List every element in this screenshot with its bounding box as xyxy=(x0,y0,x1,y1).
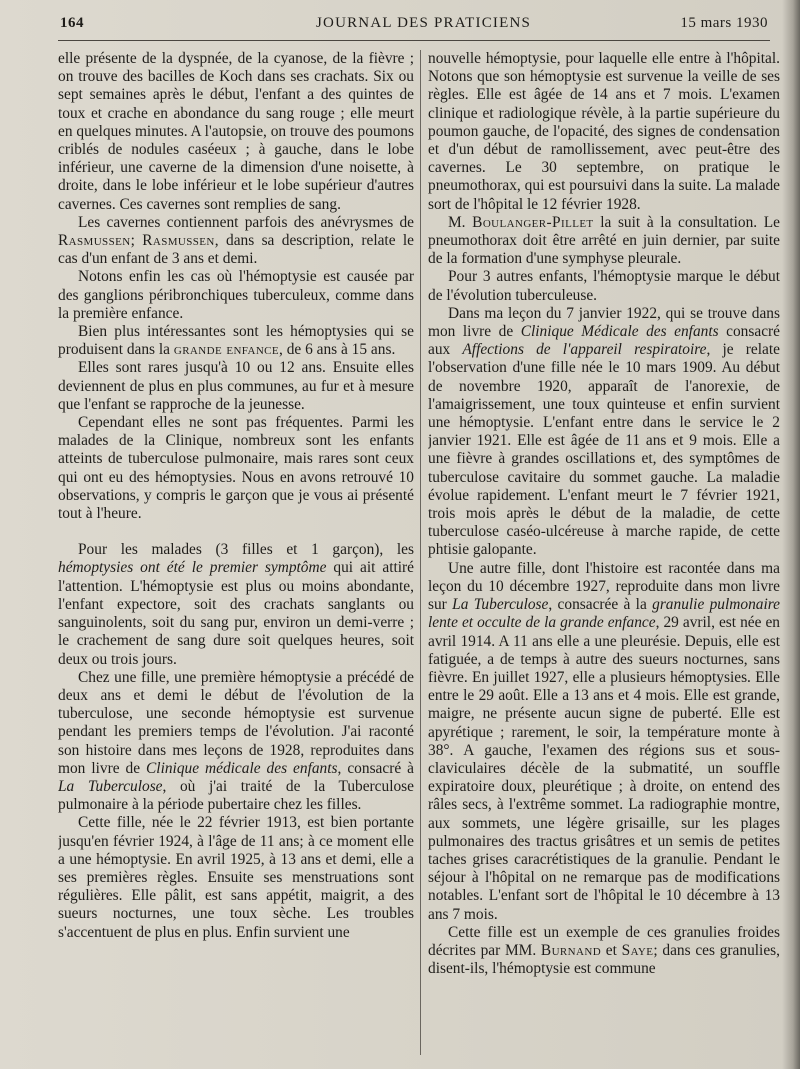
left-paragraph-9: Cette fille, née le 22 février 1913, est bien portante jusqu'en février 1924, à l'âge de 11 ans; à ce moment elle a une hémoptysie. En avril 1925, à 13 ans et demi, elle a ses premières règles. Ensuite ses menstruations sont régulières. Elle pâlit, est sans appétit, maigrit, a des sueurs nocturnes, une toux sèche. Les troubles s'accentuent de plus en plus. Enfin survient une xyxy=(58,814,414,941)
text-run: Chez une fille, une première hémoptysie a précédé de deux ans et demi le début de l'évolution de la tuberculose, une seconde hémoptysie est survenue pendant les premiers temps de l'évolution. J'ai raconté son histoire dans mes leçons de 1928, reproduites dans mon livre de xyxy=(58,668,414,777)
book-title: Affections de l'appareil respiratoire xyxy=(462,341,707,359)
text-run: , de 6 ans à 15 ans. xyxy=(279,341,396,359)
text-run: , où j'ai traité de la Tuberculose pulmonaire à la période pubertaire chez les filles. xyxy=(58,777,414,814)
text-run: Pour les malades (3 filles et 1 garçon), les xyxy=(78,541,414,559)
right-paragraph-2 xyxy=(428,214,780,269)
text-run: ; xyxy=(130,232,143,250)
text-run: , consacré à xyxy=(337,759,414,777)
text-run: consacré aux xyxy=(428,323,780,359)
book-title: granulie pulmonaire lente et occulte de la grande enfance xyxy=(428,596,780,632)
left-paragraph-3: Notons enfin les cas où l'hémoptysie est causée par des ganglions péribronchiques tuberculeux, comme dans la première enfance. xyxy=(58,268,414,322)
author-name: Saye xyxy=(621,941,654,959)
left-paragraph-4 xyxy=(58,323,414,359)
text-run: Dans ma leçon du 7 janvier 1922, qui se trouve dans mon livre de xyxy=(428,304,780,341)
right-paragraph-4 xyxy=(428,305,780,560)
book-title: La Tuberculose xyxy=(58,777,163,795)
right-paragraph-1: nouvelle hémoptysie, pour laquelle elle entre à l'hôpital. Notons que son hémoptysie est survenue la veille de ses règles. Elle est âgée de 14 ans et 7 mois. L'examen clinique et radiologique révèle, à la partie supérieure du poumon gauche, de l'opacité, des signes de condensation et d'un début de ramollissement, avec peut-être des cavernes. Le 30 septembre, on pratique le pneumothorax, qui est poursuivi dans la suite. La malade sort de l'hôpital le 12 février 1928. xyxy=(428,50,780,213)
text-run: , dans sa description, relate le cas d'un enfant de 3 ans et demi. xyxy=(58,232,414,268)
emphasis-smallcaps: grande enfance xyxy=(173,341,280,359)
text-run: ; dans ces granulies, disent-ils, l'hémoptysie est commune xyxy=(428,941,780,978)
left-paragraph-7 xyxy=(58,541,414,668)
issue-date: 15 mars 1930 xyxy=(680,15,768,31)
text-run: qui ait attiré l'attention. L'hémoptysie est plus ou moins abondante, l'enfant expectore, soit des crachats sanglants ou sanguinolents, soit du sang pur, environ un demi-verre ; le crachement de sang dure soit quelques heures, soit deux ou trois jours. xyxy=(58,559,414,668)
text-run: M. xyxy=(448,213,473,231)
header-rule xyxy=(58,40,770,41)
text-run: la suit à la consultation. Le pneumothorax doit être arrêté en juin dernier, par suite de la formation d'une symphyse pleurale. xyxy=(428,213,780,268)
text-run: , consacrée à la xyxy=(548,596,653,614)
text-run: et xyxy=(601,941,622,959)
left-paragraph-6: Cependant elles ne sont pas fréquentes. Parmi les malades de la Clinique, nombreux sont les enfants atteints de tuberculose pulmonaire, mais rares sont ceux qui ont eu des hémoptysies. Nous en avons retrouvé 10 observations, y compris le garçon que je vous ai présenté tout à l'heure. xyxy=(58,414,414,523)
left-column xyxy=(58,50,414,1060)
right-column xyxy=(428,50,780,1060)
book-title: La Tuberculose xyxy=(452,596,549,614)
text-run: Les cavernes contiennent parfois des anévrysmes de xyxy=(78,213,414,231)
left-paragraph-8 xyxy=(58,669,414,815)
book-title: Clinique Médicale des enfants xyxy=(520,323,719,341)
column-divider xyxy=(420,50,421,1055)
author-name: Rasmussen xyxy=(142,232,215,250)
text-run: Bien plus intéressantes sont les hémoptysies qui se produisent dans la xyxy=(58,323,414,359)
page-number: 164 xyxy=(60,15,84,31)
right-paragraph-3: Pour 3 autres enfants, l'hémoptysie marque le début de l'évolution tuberculeuse. xyxy=(428,268,780,304)
page-gutter-shadow xyxy=(782,0,800,1069)
page-header xyxy=(48,15,768,37)
left-paragraph-2 xyxy=(58,214,414,269)
left-paragraph-5: Elles sont rares jusqu'à 10 ou 12 ans. Ensuite elles deviennent de plus en plus communes, au fur et à mesure que l'enfant se rapproche de la jeunesse. xyxy=(58,359,414,413)
text-run: , 29 avril, est née en avril 1914. A 11 ans elle a une pleurésie. Depuis, elle est fatiguée, a de temps à autre des sueurs nocturnes, sans fièvre. En juillet 1927, elle a plusieurs hémoptysies. Elle entre le 29 août. Elle a 13 ans et 4 mois. Elle est grande, maigre, ne présente aucun signe de puberté. Elle est apyrétique ; rarement, le soir, la température monte à 38°. A gauche, l'examen des régions sus et sous-claviculaires décèle de la submatité, un souffle expiratoire doux, pleurétique ; à droite, on entend des râles secs, à l'extrême sommet. La radiographie montre, aux sommets, une légère grisaille, sur les plages pulmonaires des tractus grisâtres et un semis de petites taches grises caracrétistiques de la granulie. Pendant le séjour à l'hôpital on ne remarque pas de modifications notables. L'enfant sort de l'hôpital le 10 décembre à 13 ans 7 mois. xyxy=(428,614,780,923)
text-run: Une autre fille, dont l'histoire est racontée dans ma leçon du 10 décembre 1927, reproduite dans mon livre sur xyxy=(428,559,780,614)
left-paragraph-1: elle présente de la dyspnée, de la cyanose, de la fièvre ; on trouve des bacilles de Koch dans ses crachats. Six ou sept semaines après le début, l'enfant a des quintes de toux et crache en abondance du sang rouge ; elle meurt en quelques minutes. A l'autopsie, on trouve des poumons criblés de nodules caséeux ; à gauche, dans le lobe inférieur, une caverne de la dimension d'une noisette, à droite, dans le lobe inférieur et le lobe supérieur d'autres cavernes. Ces cavernes sont remplies de sang. xyxy=(58,50,414,213)
author-name: Burnand xyxy=(540,941,602,959)
right-paragraph-5 xyxy=(428,560,780,924)
text-run: , je relate l'observation d'une fille née le 10 mars 1909. Au début de novembre 1920, apparaît de l'anorexie, de l'amaigrissement, une toux quinteuse et enfin survient une hémoptysie. L'enfant entre dans le service le 2 janvier 1921. Elle est âgée de 11 ans et 9 mois. Elle a une fièvre à grandes oscillations et, des symptômes de tuberculose cavitaire du sommet gauche. La maladie évolue rapidement. L'enfant meurt le 7 février 1921, trois mois après le début de la maladie, de cette tuberculose caséo-ulcéreuse à marche rapide, de cette phtisie galopante. xyxy=(428,341,780,559)
text-run: Cette fille est un exemple de ces granulies froides décrites par MM. xyxy=(428,923,780,959)
journal-title: JOURNAL DES PRATICIENS xyxy=(316,15,532,31)
emphasis-italic: hémoptysies ont été le premier symptôme xyxy=(58,559,327,577)
book-title: Clinique médicale des enfants xyxy=(146,759,338,777)
author-name: Rasmussen xyxy=(58,232,131,250)
author-name: Boulanger-Pillet xyxy=(472,213,594,231)
right-paragraph-6 xyxy=(428,924,780,979)
